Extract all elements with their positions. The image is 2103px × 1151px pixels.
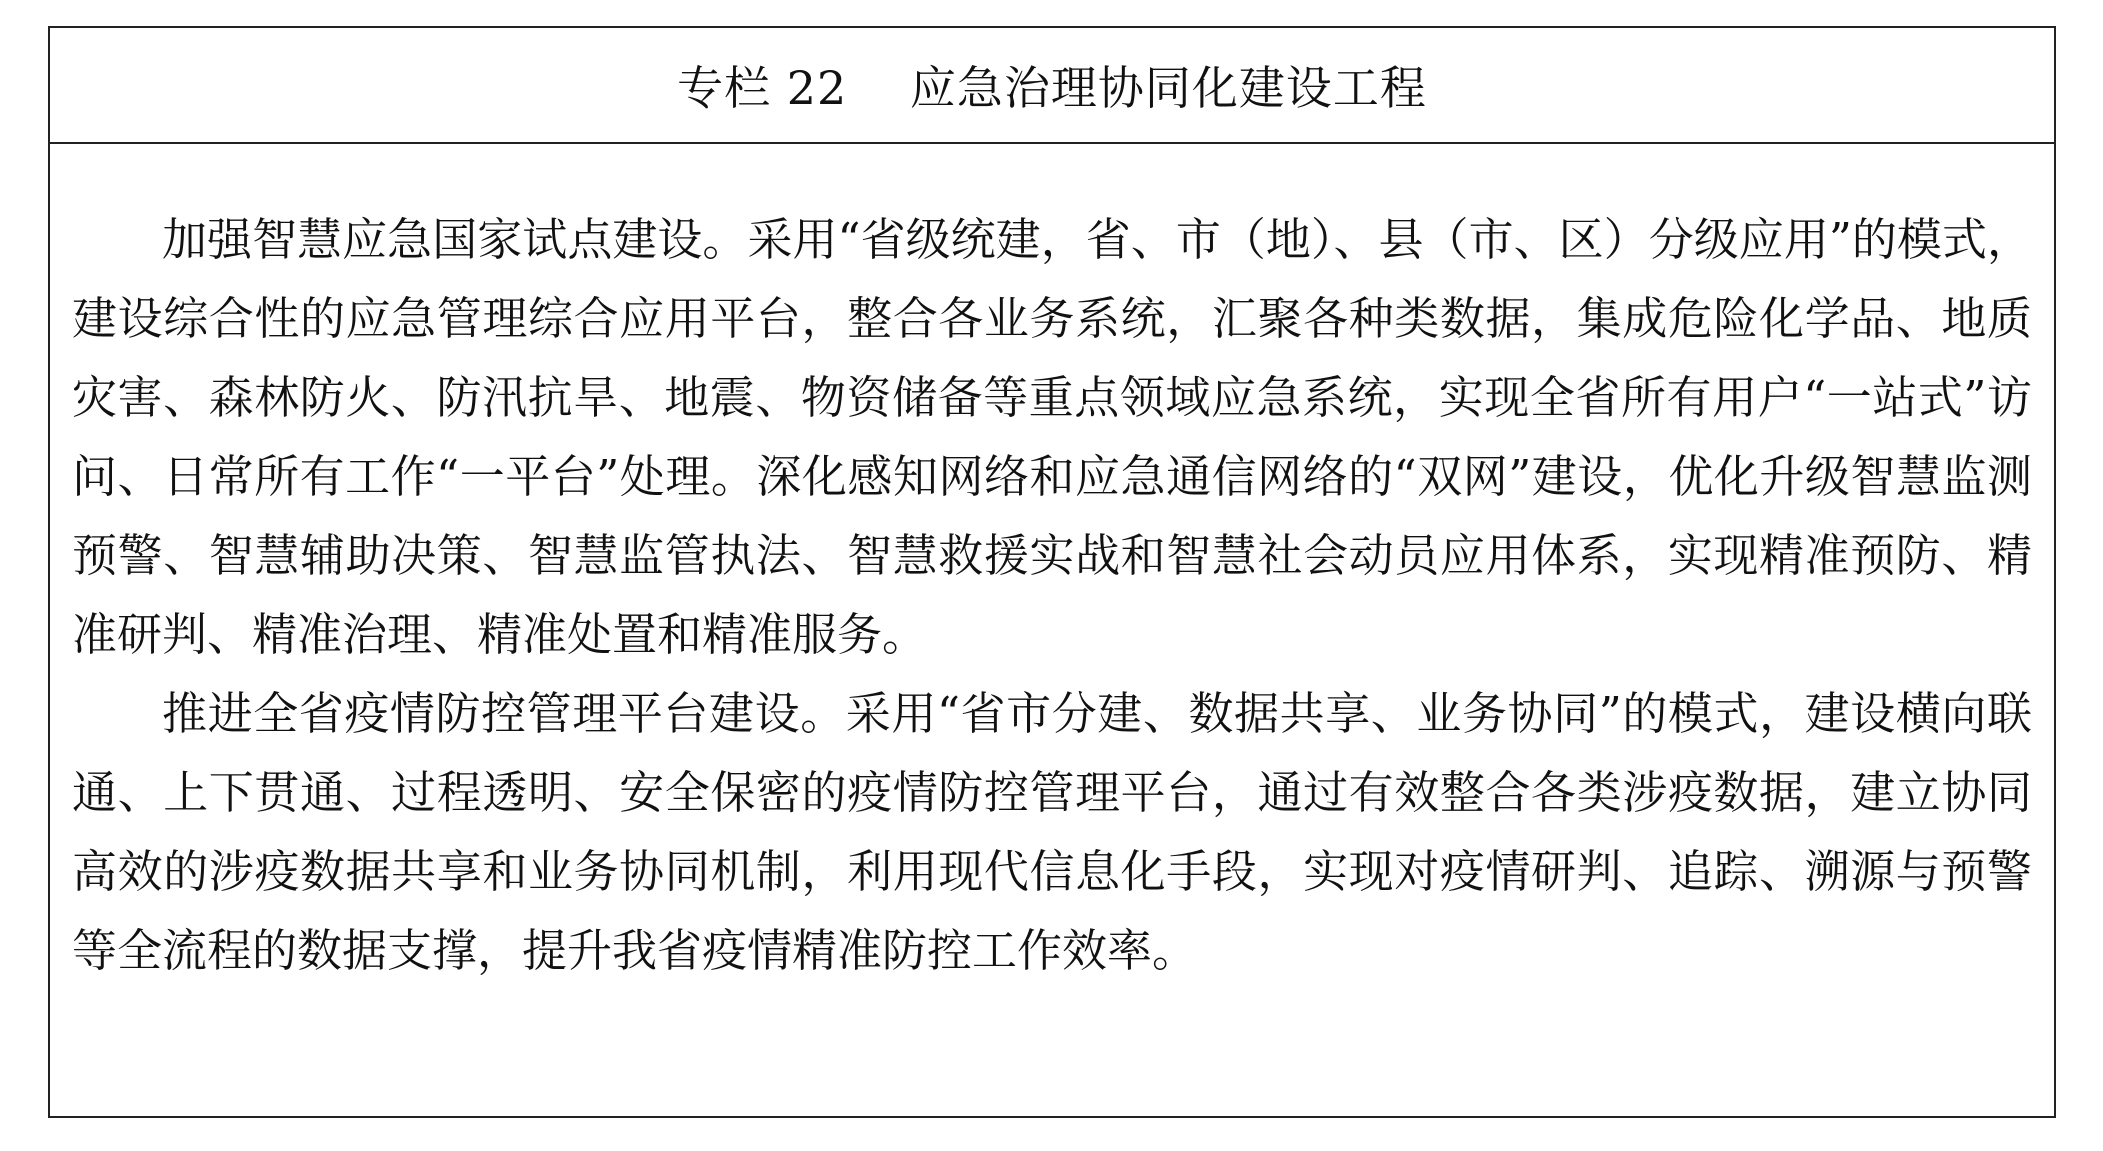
column-header (50, 28, 2054, 144)
column-heading: 应急治理协同化建设工程 (909, 61, 1427, 115)
column-title (677, 52, 1427, 118)
column-body (50, 144, 2054, 990)
paragraph-smart-emergency: 加强智慧应急国家试点建设。采用“省级统建，省、市（地）、县（市、区）分级应用”的模式，建设综合性的应急管理综合应用平台，整合各业务系统，汇聚各种类数据，集成危险化学品、地质灾害、森林防火、防汛抗旱、地震、物资储备等重点领域应急系统，实现全省所有用户“一站式”访问、日常所有工作“一平台”处理。深化感知网络和应急通信网络的“双网”建设，优化升级智慧监测预警、智慧辅助决策、智慧监管执法、智慧救援实战和智慧社会动员应用体系，实现精准预防、精准研判、精准治理、精准处置和精准服务。 (72, 213, 2032, 661)
column-label: 专栏 22 (677, 61, 848, 115)
paragraph-epidemic-platform: 推进全省疫情防控管理平台建设。采用“省市分建、数据共享、业务协同”的模式，建设横向联通、上下贯通、过程透明、安全保密的疫情防控管理平台，通过有效整合各类涉疫数据，建立协同高效的涉疫数据共享和业务协同机制，利用现代信息化手段，实现对疫情研判、追踪、溯源与预警等全流程的数据支撑，提升我省疫情精准防控工作效率。 (72, 687, 2032, 977)
column-box (48, 26, 2056, 1118)
